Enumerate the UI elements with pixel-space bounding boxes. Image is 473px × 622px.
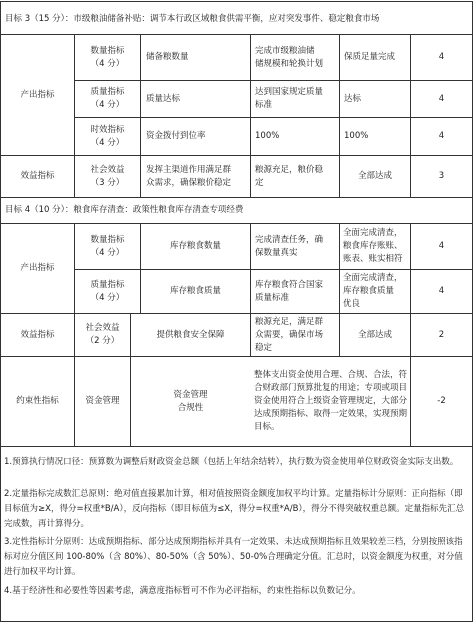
goal3-row1-category: 数量指标 （4 分） [90, 45, 125, 69]
goal3-effect-label: 效益指标 [20, 171, 55, 181]
goal4-row1-actual: 全面完成清查， 粮食库存账账、 账表、账实相符 [343, 228, 403, 264]
goal4-row1-target: 完成清查任务，确 保数量真实 [255, 234, 324, 258]
goal3-row4-category: 社会效益 （3 分） [90, 164, 125, 188]
goal3-row4-score: 3 [438, 171, 445, 181]
constraint-label: 约束性指标 [16, 396, 59, 406]
goal3-row2-score: 4 [438, 93, 445, 104]
goal4-row1-indicator: 库存粮食数量 [169, 241, 221, 251]
goal3-row1-actual: 保质足量完成 [344, 52, 396, 62]
goal4-output-label: 产出指标 [20, 263, 55, 273]
goal4-effect-label: 效益指标 [20, 329, 55, 340]
goal4-row3-target: 粮源充足，满足群 众需要，确保市场 稳定 [255, 316, 324, 353]
constraint-indicator: 资金管理 合规性 [173, 389, 208, 413]
goal3-row3-target: 100% [255, 131, 280, 141]
goal4-title: 目标 4（10 分）：粮食库存清查：政策性粮食库存清查专项经费 [5, 205, 244, 215]
goal4-row2-target: 库存粮食符合国家 质量标准 [255, 279, 324, 303]
goal3-row1-score: 4 [438, 52, 445, 62]
constraint-score: -2 [437, 396, 446, 406]
goal4-row2-indicator: 库存粮食质量 [169, 286, 221, 296]
goal3-row2-category: 质量指标 （4 分） [90, 87, 125, 110]
goal3-row3-score: 4 [438, 131, 445, 141]
goal4-row3-indicator: 提供粮食安全保障 [156, 329, 225, 340]
goal3-row4-target: 粮源充足，粮价稳 定 [255, 164, 324, 188]
goal4-row1-score: 4 [438, 241, 445, 251]
goal3-row3-actual: 100% [344, 131, 369, 141]
constraint-description: 整体支出资金使用合理、合规、合法，符合财政部门预算批复的用途；专项或项目资金使用符合上级资金管理规定，大部分达成预期指标、取得一定效果，实现预期目标。 [254, 370, 408, 432]
goal3-row4-indicator: 发挥主渠道作用满足群 众需求，确保粮价稳定 [146, 164, 232, 188]
goal3-output-label: 产出指标 [20, 89, 55, 100]
goal4-row3-actual: 全部达成 [357, 329, 392, 340]
note-4: 4.基于经济性和必要性等因素考虑，满意度指标暂可不作为必评指标，约束性指标以负数记分。 [4, 586, 361, 596]
note-3: 3.定性指标计分原则：达成预期指标、部分达成预期指标并具有一定效果、未达成预期指标且效果较差三档，分别按照该指标对应分值区间 100-80%（含 80%）、80-50%（含 50%）、50-0%合理确定分值。汇总时，以资金额度为权重，对分值进行加权平均计算。 [4, 537, 463, 577]
goal4-row1-category: 数量指标 （4 分） [90, 234, 125, 258]
goal4-row2-category: 质量指标 （4 分） [90, 279, 125, 303]
goal4-row2-score: 4 [438, 286, 445, 296]
goal4-row3-category: 社会效益 （2 分） [85, 323, 120, 346]
goal3-row1-indicator: 储备粮数量 [146, 52, 189, 62]
goal3-title: 目标 3（15 分）：市级粮油储备补贴：调节本行政区域粮食供需平衡，应对突发事件、稳定粮食市场 [5, 14, 380, 24]
goal3-row2-actual: 达标 [344, 93, 362, 104]
goal3-row3-indicator: 资金拨付到位率 [146, 131, 206, 141]
goal3-row2-indicator: 质量达标 [146, 93, 181, 104]
goal3-row4-actual: 全部达成 [357, 171, 392, 181]
goal3-row3-category: 时效指标 （4 分） [90, 124, 125, 148]
constraint-category: 资金管理 [85, 396, 120, 406]
note-1: 1.预算执行情况口径：预算数为调整后财政资金总额（包括上年结余结转），执行数为资金使用单位财政资金实际支出数。 [4, 457, 459, 467]
note-2: 2.定量指标完成数汇总原则：绝对值直接累加计算，相对值按照资金额度加权平均计算。定量指标计分原则：正向指标（即目标值为≥X，得分=权重*B/A），反向指标（即目标值为≤X，得分=权重*A/B），得分不得突破权重总额。定量指标先汇总完成数，再计算得分。 [4, 489, 465, 529]
goal3-row1-target: 完成市级粮油储 储规模和轮换计划 [255, 45, 324, 69]
goal4-row3-score: 2 [438, 329, 445, 340]
goal4-row2-actual: 全面完成清查， 库存粮食质量 优良 [343, 273, 403, 309]
goal3-row2-target: 达到国家规定质量 标准 [255, 87, 324, 110]
